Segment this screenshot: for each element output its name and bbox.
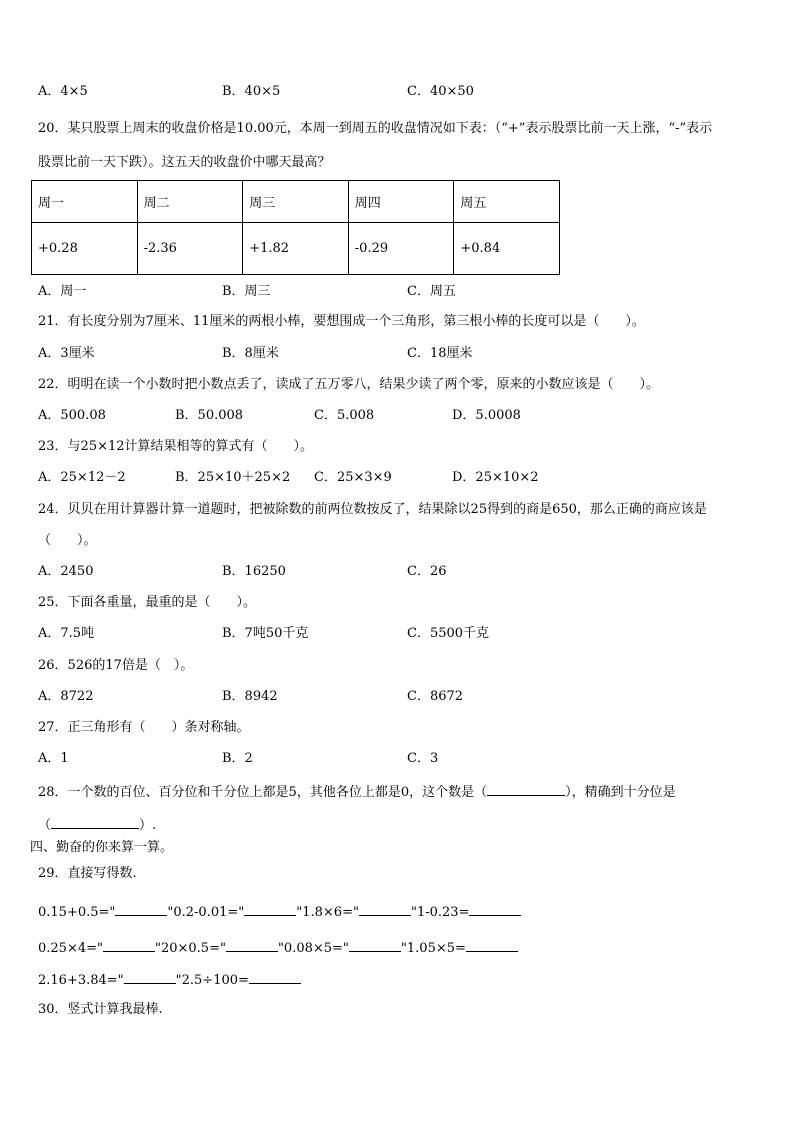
- q27-option-c: C．3: [407, 751, 439, 766]
- q30-title: 30．竖式计算我最棒.: [38, 1002, 163, 1017]
- q25-text: 25．下面各重量，最重的是（ ）。: [38, 595, 257, 610]
- q25-option-a: A．7.5吨: [38, 626, 95, 641]
- expression: 2.16+3.84=": [38, 973, 124, 988]
- q23-option-d: D．25×10×2: [452, 470, 539, 485]
- q20-text-line2: 股票比前一天下跌）。这五天的收盘价中哪天最高？: [38, 155, 331, 170]
- q25-option-c: C．5500千克: [407, 626, 490, 641]
- q20-text-line1: 20．某只股票上周末的收盘价格是10.00元，本周一到周五的收盘情况如下表：（“+”表示股票比前一天上涨，“-”表示: [38, 121, 713, 136]
- q23-option-b: B．25×10＋25×2: [175, 470, 291, 485]
- answer-blank[interactable]: [466, 938, 518, 952]
- q19-option-c: C．40×50: [407, 84, 474, 99]
- q28-text-part3: （: [38, 818, 52, 833]
- q23-option-a: A．25×12－2: [38, 470, 126, 485]
- table-header-cell: 周三: [243, 181, 349, 223]
- answer-blank[interactable]: [115, 902, 167, 916]
- q27-option-a: A．1: [38, 751, 69, 766]
- q22-option-b: B．50.008: [175, 408, 244, 423]
- q22-text: 22．明明在读一个小数时把小数点丢了，读成了五万零八，结果少读了两个零，原来的小数应该是（ ）。: [38, 377, 660, 392]
- q24-text-line2: （ ）。: [38, 533, 97, 548]
- q22-option-c: C．5.008: [314, 408, 375, 423]
- answer-blank[interactable]: [359, 902, 411, 916]
- q24-text-line1: 24．贝贝在用计算器计算一道题时，把被除数的前两位数按反了，结果除以25得到的商是650，那么正确的商应该是: [38, 502, 707, 517]
- answer-blank[interactable]: [244, 902, 296, 916]
- expression: "2.5÷100=: [175, 973, 249, 988]
- q28-text-part2: ），精确到十分位是: [565, 785, 676, 800]
- answer-blank[interactable]: [487, 782, 565, 796]
- q24-option-b: B．16250: [222, 564, 286, 579]
- q26-option-b: B．8942: [222, 689, 278, 704]
- expression: 0.25×4=": [38, 941, 103, 956]
- q20-option-c: C．周五: [407, 284, 456, 299]
- answer-blank[interactable]: [51, 815, 139, 829]
- section-heading: 四、勤奋的你来算一算。: [30, 840, 174, 855]
- answer-blank[interactable]: [226, 938, 278, 952]
- q24-option-a: A．2450: [38, 564, 94, 579]
- expression: "0.2-0.01=": [167, 905, 245, 920]
- table-header-cell: 周四: [348, 181, 454, 223]
- table-cell: +0.28: [32, 223, 138, 275]
- answer-blank[interactable]: [349, 938, 401, 952]
- answer-blank[interactable]: [103, 938, 155, 952]
- table-cell: +1.82: [243, 223, 349, 275]
- q20-option-a: A．周一: [38, 284, 87, 299]
- table-row: [32, 223, 560, 275]
- expression: "1-0.23=: [410, 905, 470, 920]
- q28-text-part4: ）.: [139, 818, 157, 833]
- q24-option-c: C．26: [407, 564, 447, 579]
- q25-option-b: B．7吨50千克: [222, 626, 309, 641]
- q23-option-c: C．25×3×9: [314, 470, 392, 485]
- q26-option-c: C．8672: [407, 689, 464, 704]
- q21-option-b: B．8厘米: [222, 346, 279, 361]
- expression: "20×0.5=": [154, 941, 226, 956]
- q21-option-a: A．3厘米: [38, 346, 95, 361]
- q29-row2: [38, 938, 518, 957]
- expression: "1.8×6=": [296, 905, 359, 920]
- q29-row1: [38, 902, 521, 921]
- q29-title: 29．直接写得数.: [38, 866, 137, 881]
- table-cell: -2.36: [137, 223, 243, 275]
- q21-option-c: C．18厘米: [407, 346, 473, 361]
- table-cell: -0.29: [348, 223, 454, 275]
- answer-blank[interactable]: [249, 970, 301, 984]
- q19-option-a: A．4×5: [38, 84, 88, 99]
- table-header-cell: 周一: [32, 181, 138, 223]
- q28-text-part1: 28．一个数的百位、百分位和千分位上都是5，其他各位上都是0，这个数是（: [38, 785, 488, 800]
- q19-option-b: B．40×5: [222, 84, 281, 99]
- table-cell: +0.84: [454, 223, 560, 275]
- answer-blank[interactable]: [469, 902, 521, 916]
- answer-blank[interactable]: [124, 970, 176, 984]
- stock-price-table: [31, 180, 560, 275]
- q22-option-d: D．5.0008: [452, 408, 521, 423]
- expression: "0.08×5=": [277, 941, 349, 956]
- q20-option-b: B．周三: [222, 284, 271, 299]
- q23-text: 23．与25×12计算结果相等的算式有（ ）。: [38, 439, 314, 454]
- q26-text: 26．526的17倍是（ ）。: [38, 658, 194, 673]
- q28-text-line1: [38, 782, 676, 801]
- q26-option-a: A．8722: [38, 689, 94, 704]
- table-header-row: [32, 181, 560, 223]
- expression: "1.05×5=: [400, 941, 466, 956]
- table-header-cell: 周五: [454, 181, 560, 223]
- expression: 0.15+0.5=": [38, 905, 116, 920]
- q28-text-line2: [38, 815, 156, 834]
- q22-option-a: A．500.08: [38, 408, 106, 423]
- q29-row3: [38, 970, 301, 989]
- q27-option-b: B．2: [222, 751, 253, 766]
- table-header-cell: 周二: [137, 181, 243, 223]
- q21-text: 21．有长度分别为7厘米、11厘米的两根小棒，要想围成一个三角形，第三根小棒的长度可以是（ ）。: [38, 314, 645, 329]
- q27-text: 27．正三角形有（ ）条对称轴。: [38, 720, 250, 735]
